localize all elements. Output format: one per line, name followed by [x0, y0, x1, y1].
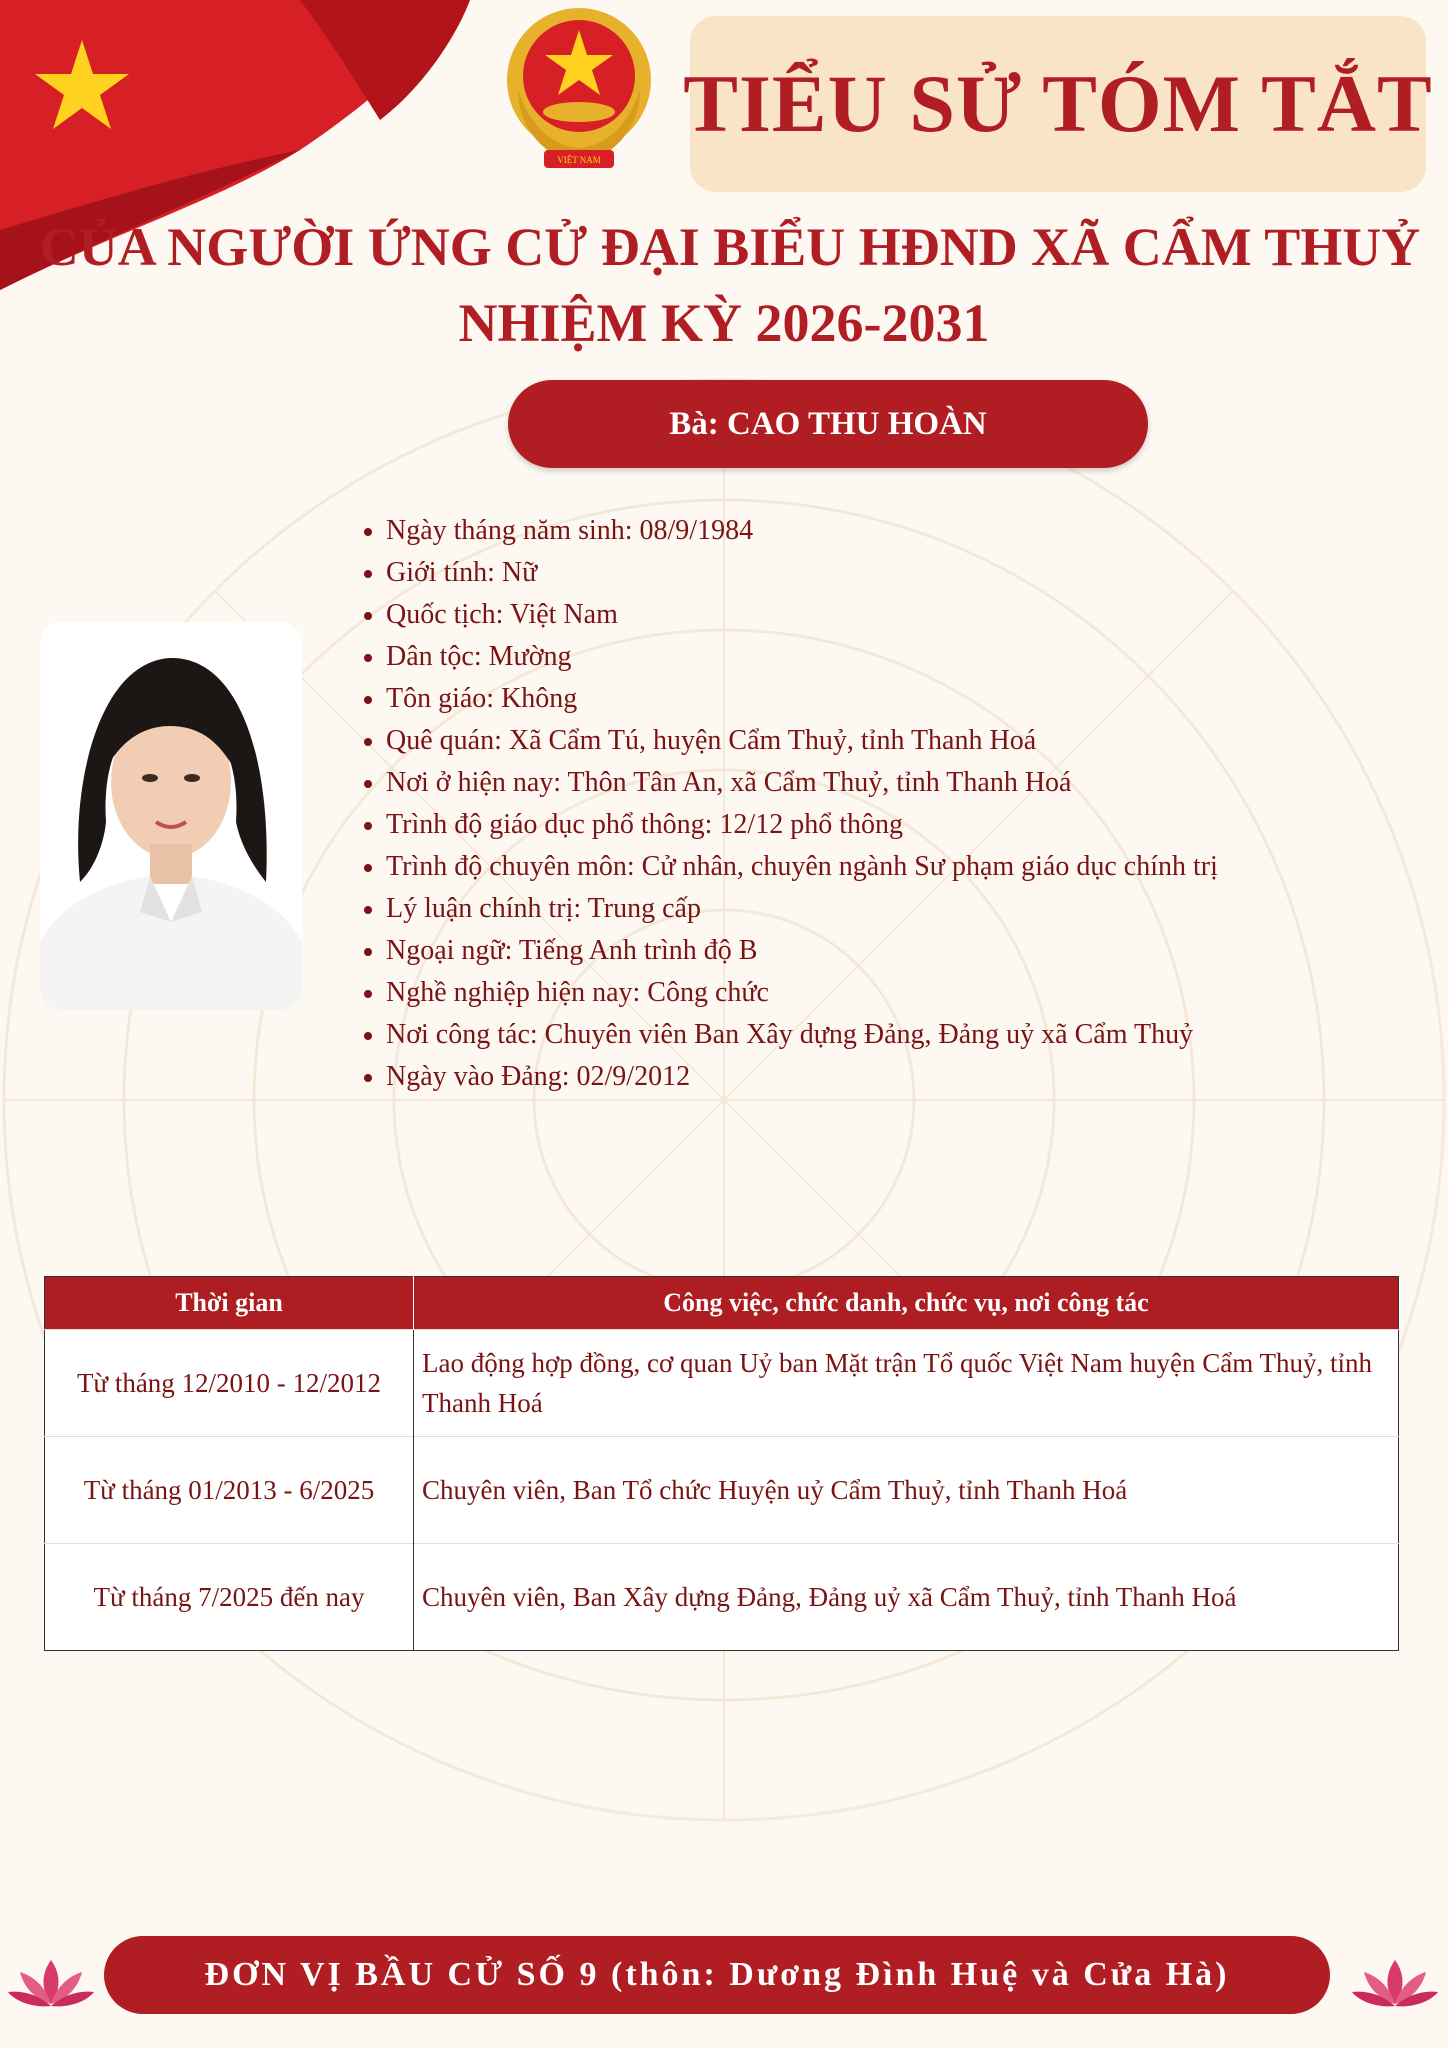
table-row	[45, 1544, 1399, 1651]
candidate-photo	[40, 622, 302, 1010]
info-item-nationality: Quốc tịch: Việt Nam	[362, 594, 1218, 636]
candidate-name-badge	[508, 380, 1148, 468]
table-row	[45, 1330, 1399, 1437]
candidate-name: Bà: CAO THU HOÀN	[669, 405, 987, 442]
subtitle-line-1: CỦA NGƯỜI ỨNG CỬ ĐẠI BIỂU HĐND XÃ CẨM THUỶ	[39, 217, 1421, 277]
portrait-image	[40, 622, 302, 1010]
table-cell-time: Từ tháng 01/2013 - 6/2025	[45, 1437, 414, 1544]
info-item-party-join-date: Ngày vào Đảng: 02/9/2012	[362, 1056, 1218, 1098]
personal-info-list	[362, 510, 1218, 1098]
national-emblem	[488, 0, 670, 182]
title-box	[683, 16, 1433, 192]
info-item-gender: Giới tính: Nữ	[362, 552, 1218, 594]
table-cell-time: Từ tháng 12/2010 - 12/2012	[45, 1330, 414, 1437]
table-cell-time: Từ tháng 7/2025 đến nay	[45, 1544, 414, 1651]
info-item-political-theory: Lý luận chính trị: Trung cấp	[362, 888, 1218, 930]
table-cell-position: Chuyên viên, Ban Xây dựng Đảng, Đảng uỷ xã Cẩm Thuỷ, tỉnh Thanh Hoá	[414, 1544, 1399, 1651]
info-item-occupation: Nghề nghiệp hiện nay: Công chức	[362, 972, 1218, 1014]
electoral-unit-text: ĐƠN VỊ BẦU CỬ SỐ 9 (thôn: Dương Đình Huệ và Cửa Hà)	[204, 1956, 1230, 1993]
info-item-qualification: Trình độ chuyên môn: Cử nhân, chuyên ngành Sư phạm giáo dục chính trị	[362, 846, 1218, 888]
info-item-foreign-language: Ngoại ngữ: Tiếng Anh trình độ B	[362, 930, 1218, 972]
column-header-time: Thời gian	[45, 1277, 414, 1330]
info-item-ethnicity: Dân tộc: Mường	[362, 636, 1218, 678]
career-history-table	[44, 1276, 1399, 1651]
info-item-general-education: Trình độ giáo dục phổ thông: 12/12 phổ thông	[362, 804, 1218, 846]
info-item-hometown: Quê quán: Xã Cẩm Tú, huyện Cẩm Thuỷ, tỉnh Thanh Hoá	[362, 720, 1218, 762]
electoral-unit-banner	[104, 1936, 1330, 2014]
table-header-row	[45, 1277, 1399, 1330]
info-item-religion: Tôn giáo: Không	[362, 678, 1218, 720]
page-title: TIỂU SỬ TÓM TẮT	[683, 58, 1433, 149]
lotus-icon	[1350, 1952, 1440, 2012]
info-item-workplace: Nơi công tác: Chuyên viên Ban Xây dựng Đảng, Đảng uỷ xã Cẩm Thuỷ	[362, 1014, 1218, 1056]
table-cell-position: Chuyên viên, Ban Tổ chức Huyện uỷ Cẩm Thuỷ, tỉnh Thanh Hoá	[414, 1437, 1399, 1544]
info-item-birthdate: Ngày tháng năm sinh: 08/9/1984	[362, 510, 1218, 552]
info-item-residence: Nơi ở hiện nay: Thôn Tân An, xã Cẩm Thuỷ, tỉnh Thanh Hoá	[362, 762, 1218, 804]
column-header-position: Công việc, chức danh, chức vụ, nơi công tác	[414, 1277, 1399, 1330]
table-row	[45, 1437, 1399, 1544]
lotus-icon	[6, 1952, 96, 2012]
subtitle-line-2: NHIỆM KỲ 2026-2031	[458, 293, 990, 353]
table-cell-position: Lao động hợp đồng, cơ quan Uỷ ban Mặt trận Tổ quốc Việt Nam huyện Cẩm Thuỷ, tỉnh Thanh Hoá	[414, 1330, 1399, 1437]
svg-text:VIỆT NAM: VIỆT NAM	[557, 155, 601, 165]
